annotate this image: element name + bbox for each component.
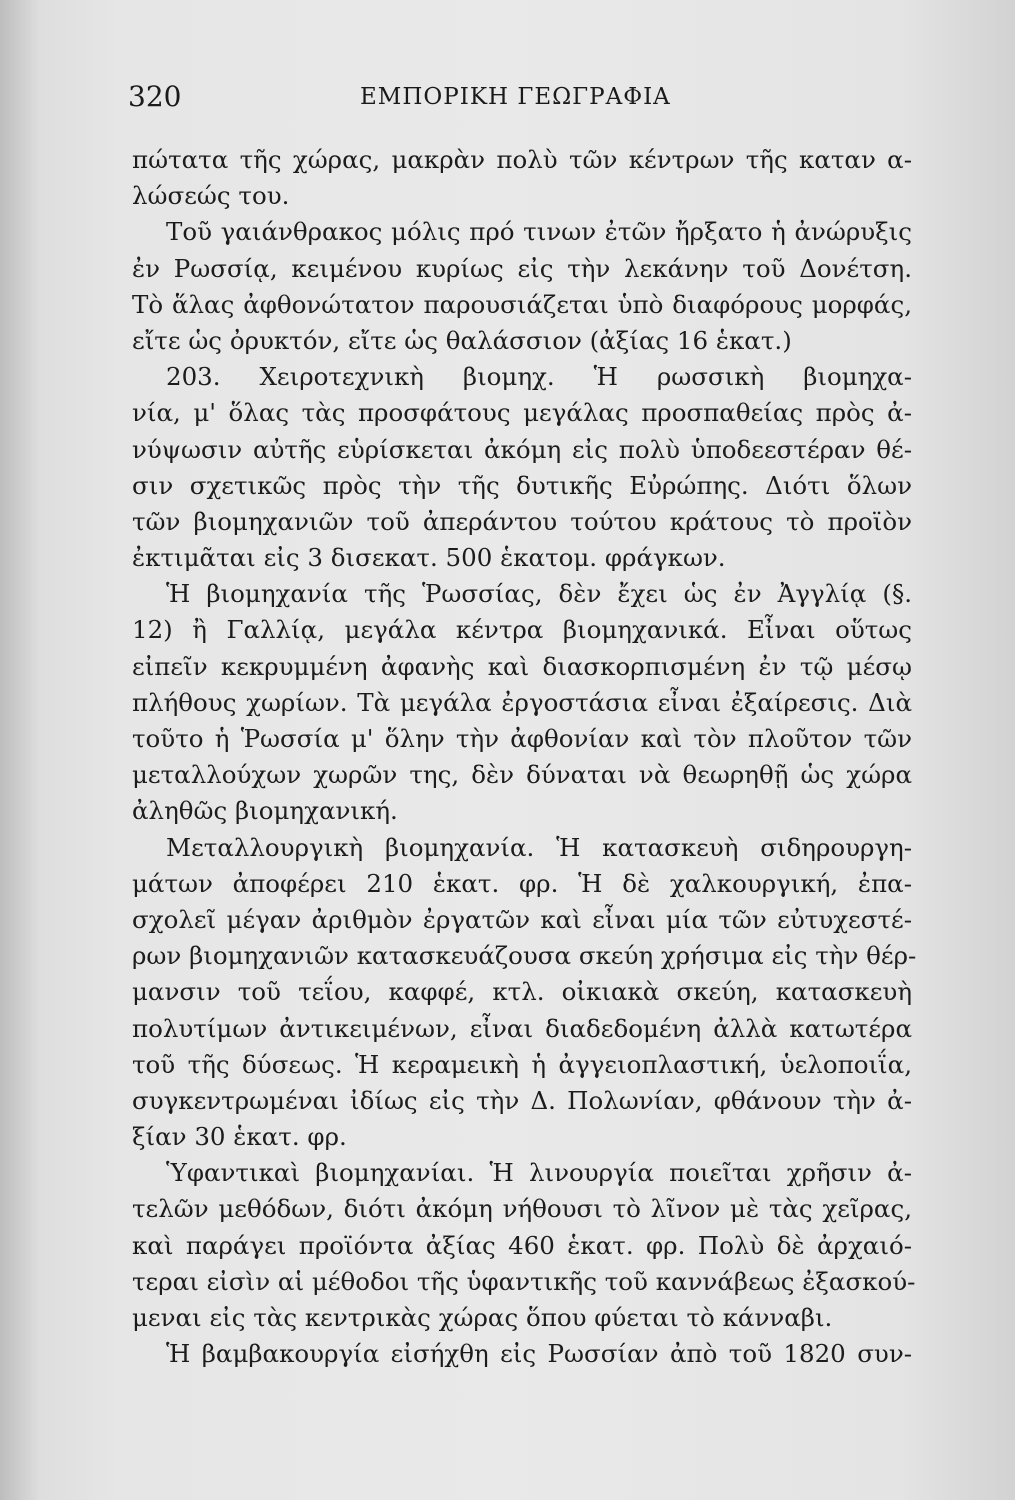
text-line: ἐν Ρωσσίᾳ, κειμένου κυρίως εἰς τὴν λεκάνην τοῦ Δονέτση. [132,253,912,283]
text-line: τελῶν μεθόδων, διότι ἀκόμη νήθουσι τὸ λῖνον μὲ τὰς χεῖρας, [132,1194,912,1224]
text-line: ρων βιομηχανιῶν κατασκευάζουσα σκεύη χρήσιμα εἰς τὴν θέρ- [132,941,917,971]
text-line: σχολεῖ μέγαν ἀριθμὸν ἐργατῶν καὶ εἶναι μία τῶν εὐτυχεστέ- [132,904,912,934]
text-line: Τοῦ γαιάνθρακος μόλις πρό τινων ἐτῶν ἤρξατο ἡ ἀνώρυξις [166,217,912,247]
text-line: λώσεώς του. [132,181,290,211]
text-line: νία, μ' ὅλας τὰς προσφάτους μεγάλας προσπαθείας πρὸς ἀ- [132,398,912,428]
text-line: πώτατα τῆς χώρας, μακρὰν πολὺ τῶν κέντρων τῆς καταν α- [132,145,912,174]
text-line: εἴτε ὡς ὀρυκτόν, εἴτε ὡς θαλάσσιον (ἀξίας 16 ἑκατ.) [132,325,792,355]
page-number: 320 [128,80,182,113]
page-header [128,80,908,120]
text-line: ἀληθῶς βιομηχανική. [132,796,398,826]
text-line: Ἡ βιομηχανία τῆς Ῥωσσίας, δὲν ἔχει ὡς ἐν Ἀγγλίᾳ (§. [166,579,912,609]
text-line: τῶν βιομηχανιῶν τοῦ ἀπεράντου τούτου κράτους τὸ προϊὸν [132,506,912,536]
text-line: συγκεντρωμέναι ἰδίως εἰς τὴν Δ. Πολωνίαν, φθάνουν τὴν ἀ- [132,1085,912,1115]
text-line: πολυτίμων ἀντικειμένων, εἶναι διαδεδομένη ἀλλὰ κατωτέρα [132,1013,912,1043]
text-line: ξίαν 30 ἑκατ. φρ. [132,1122,347,1152]
text-line: μεταλλούχων χωρῶν της, δὲν δύναται νὰ θεωρηθῇ ὡς χώρα [132,760,912,790]
running-title: ΕΜΠΟΡΙΚΗ ΓΕΩΓΡΑΦΙΑ [360,84,671,110]
text-line: τεραι εἰσὶν αἱ μέθοδοι τῆς ὑφαντικῆς τοῦ καννάβεως ἐξασκού- [132,1266,916,1296]
text-line: Ὑφαντικαὶ βιομηχανίαι. Ἡ λινουργία ποιεῖται χρῆσιν ἀ- [166,1158,912,1188]
text-line: Τὸ ἅλας ἀφθονώτατον παρουσιάζεται ὑπὸ διαφόρους μορφάς, [132,289,912,319]
text-line: μάτων ἀποφέρει 210 ἑκατ. φρ. Ἡ δὲ χαλκουργική, ἐπα- [132,868,912,898]
text-line: μεναι εἰς τὰς κεντρικὰς χώρας ὅπου φύεται τὸ κάνναβι. [132,1303,833,1332]
text-line: νύψωσιν αὐτῆς εὑρίσκεται ἀκόμη εἰς πολὺ ὑποδεεστέραν θέ- [132,434,912,464]
text-line: σιν σχετικῶς πρὸς τὴν τῆς δυτικῆς Εὐρώπης. Διότι ὅλων [132,470,912,500]
text-line: μανσιν τοῦ τεΐου, καφφέ, κτλ. οἰκιακὰ σκεύη, κατασκευὴ [132,977,912,1007]
text-line: εἰπεῖν κεκρυμμένη ἀφανὴς καὶ διασκορπισμένη ἐν τῷ μέσῳ [132,651,912,681]
section-heading-line: 203. Χειροτεχνικὴ βιομηχ. Ἡ ρωσσικὴ βιομηχα- [166,362,912,392]
text-line: Μεταλλουργικὴ βιομηχανία. Ἡ κατασκευὴ σιδηρουργη- [166,832,912,862]
body-text [132,142,917,1372]
text-line: 12) ἢ Γαλλίᾳ, μεγάλα κέντρα βιομηχανικά. Εἶναι οὕτως [132,615,912,645]
text-line: ἐκτιμᾶται εἰς 3 δισεκατ. 500 ἑκατομ. φράγκων. [132,543,726,573]
text-line: τοῦτο ἡ Ῥωσσία μ' ὅλην τὴν ἀφθονίαν καὶ τὸν πλοῦτον τῶν [132,724,912,753]
text-line: καὶ παράγει προϊόντα ἀξίας 460 ἑκατ. φρ. Πολὺ δὲ ἀρχαιό- [132,1230,912,1260]
text-line: Ἡ βαμβακουργία εἰσήχθη εἰς Ρωσσίαν ἀπὸ τοῦ 1820 συν- [166,1339,912,1369]
text-line: τοῦ τῆς δύσεως. Ἡ κεραμεικὴ ἡ ἀγγειοπλαστική, ὑελοποιΐα, [132,1049,912,1079]
text-line: πλήθους χωρίων. Τὰ μεγάλα ἐργοστάσια εἶναι ἐξαίρεσις. Διὰ [132,687,912,717]
